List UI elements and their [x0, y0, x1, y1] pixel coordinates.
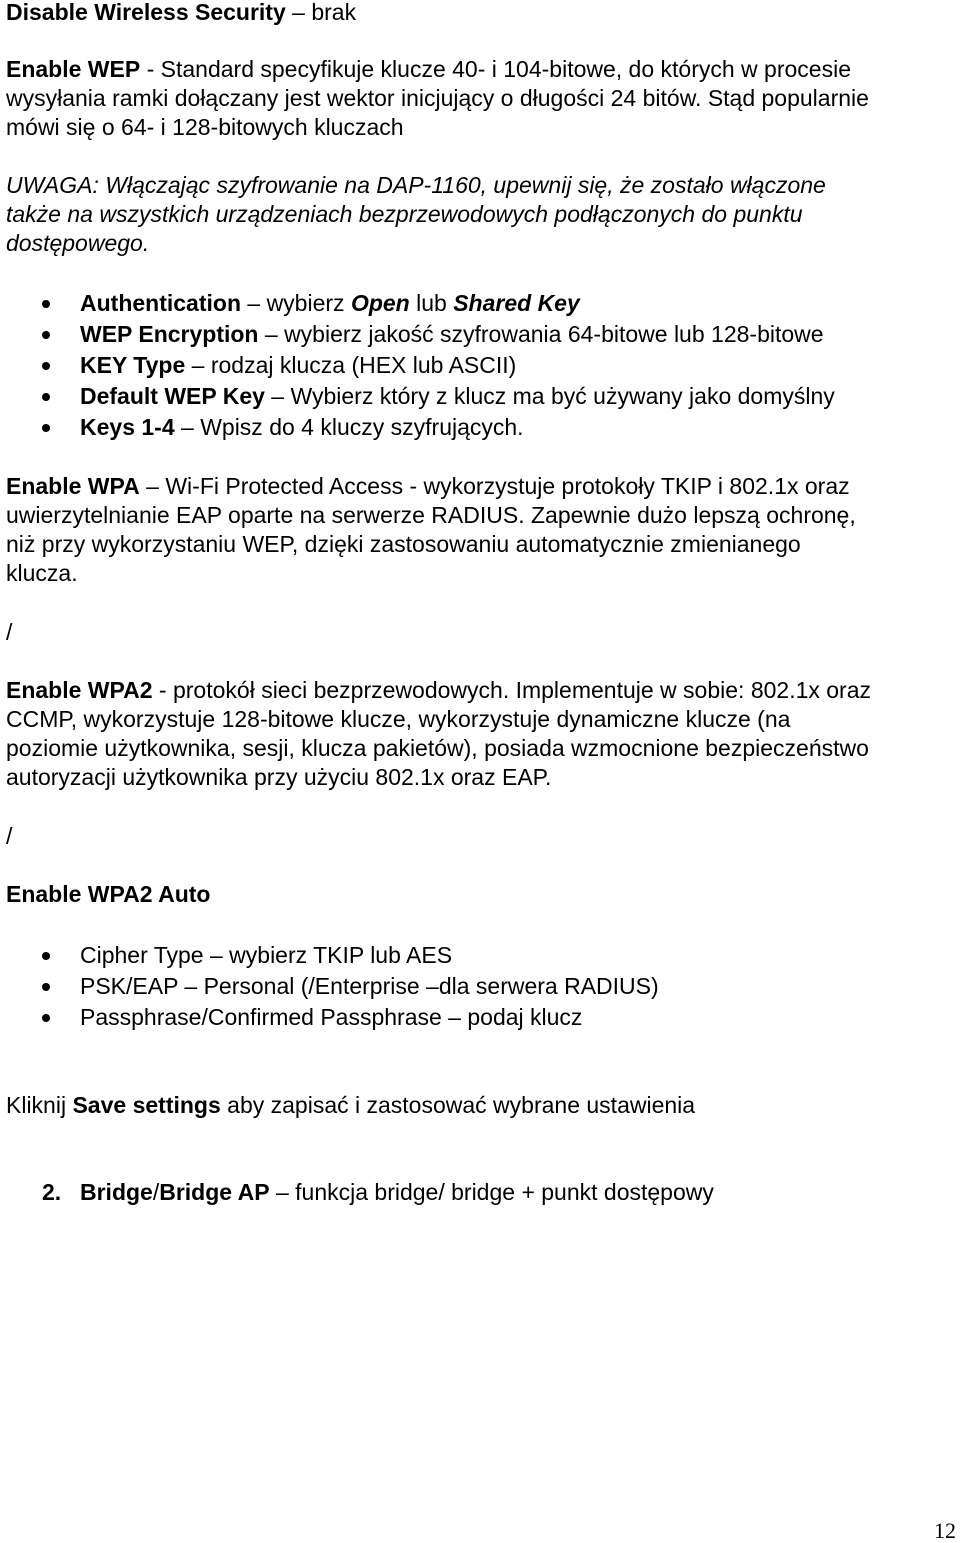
wpa-line-1: [6, 472, 850, 500]
type-desc: – rodzaj klucza (HEX lub ASCII): [185, 352, 517, 378]
save-pre: Kliknij: [6, 1092, 73, 1118]
bridge-label: Bridge: [80, 1179, 153, 1205]
wep-label: Enable WEP: [6, 56, 141, 82]
auth-shared: Shared Key: [453, 290, 580, 316]
wpa-line-2: uwierzytelnianie EAP oparte na serwerze RADIUS. Zapewnie dużo lepszą ochronę,: [6, 502, 856, 528]
disable-security-label: Disable Wireless Security: [6, 0, 286, 25]
bridge-ap-label: Bridge AP: [159, 1179, 270, 1205]
default-desc: – Wybierz który z klucz ma być używany jako domyślny: [264, 383, 835, 409]
save-post: aby zapisać i zastosować wybrane ustawienia: [220, 1092, 696, 1118]
wep-line-2: wysyłania ramki dołączany jest wektor inicjujący o długości 24 bitów. Stąd popularnie: [6, 85, 869, 111]
auth-label: Authentication: [80, 290, 241, 316]
wpa-label: Enable WPA: [6, 473, 140, 499]
bridge-desc: – funkcja bridge/ bridge + punkt dostępowy: [269, 1179, 714, 1205]
wep-text-1: - Standard specyfikuje klucze 40- i 104-bitowe, do których w procesie: [140, 56, 851, 82]
bullet-icon: [42, 393, 50, 401]
keys-desc: – Wpisz do 4 kluczy szyfrujących.: [174, 414, 524, 440]
psk-eap-text: PSK/EAP – Personal (/Enterprise –dla serwera RADIUS): [80, 973, 659, 999]
save-settings-line: [6, 1091, 695, 1119]
auth-mid: – wybierz: [241, 290, 351, 316]
type-label: KEY Type: [80, 352, 186, 378]
wpa2-line-1: [6, 676, 871, 704]
bullet-icon: [42, 362, 50, 370]
wpa2-auto-heading: Enable WPA2 Auto: [6, 881, 211, 907]
enc-desc: – wybierz jakość szyfrowania 64-bitowe lub 128-bitowe: [258, 321, 824, 347]
bridge-sep: /: [152, 1179, 160, 1205]
passphrase-text: Passphrase/Confirmed Passphrase – podaj klucz: [80, 1004, 583, 1030]
warning-line-3: dostępowego.: [6, 230, 150, 256]
disable-security-line: [6, 0, 356, 26]
cipher-type-text: Cipher Type – wybierz TKIP lub AES: [80, 942, 453, 968]
wep-line-1: [6, 55, 851, 83]
bullet-icon: [42, 952, 50, 960]
wpa-line-3: niż przy wykorzystaniu WEP, dzięki zastosowaniu automatycznie zmienianego: [6, 531, 801, 557]
wpa2-line-3: poziomie użytkownika, sesji, klucza pakietów), posiada wzmocnione bezpieczeństwo: [6, 735, 869, 761]
bullet-icon: [42, 300, 50, 308]
disable-sep: –: [285, 0, 312, 25]
save-settings-label: Save settings: [72, 1092, 221, 1118]
keys-label: Keys 1-4: [80, 414, 175, 440]
warning-line-2: także na wszystkich urządzeniach bezprzewodowych podłączonych do punktu: [6, 201, 803, 227]
bullet-icon: [42, 1014, 50, 1022]
wpa2-line-2: CCMP, wykorzystuje 128-bitowe klucze, wykorzystuje dynamiczne klucze (na: [6, 706, 791, 732]
bullet-icon: [42, 983, 50, 991]
enc-label: WEP Encryption: [80, 321, 259, 347]
bullet-icon: [42, 424, 50, 432]
wpa-line-4: klucza.: [6, 560, 78, 586]
warning-line-1: UWAGA: Włączając szyfrowanie na DAP-1160, upewnij się, że zostało włączone: [6, 172, 826, 198]
bullet-icon: [42, 331, 50, 339]
page-number: 12: [934, 1518, 956, 1543]
wpa-text-1: – Wi-Fi Protected Access - wykorzystuje protokoły TKIP i 802.1x oraz: [139, 473, 850, 499]
auth-lub: lub: [409, 290, 454, 316]
wep-line-3: mówi się o 64- i 128-bitowych kluczach: [6, 114, 404, 140]
wpa2-text-1: - protokół sieci bezprzewodowych. Implementuje w sobie: 802.1x oraz: [152, 677, 872, 703]
auth-open: Open: [350, 290, 410, 316]
disable-desc: brak: [311, 0, 357, 25]
section-number: 2.: [42, 1179, 62, 1205]
wpa2-line-4: autoryzacji użytkownika przy użyciu 802.1x oraz EAP.: [6, 764, 552, 790]
separator-slash-2: /: [6, 823, 13, 849]
default-label: Default WEP Key: [80, 383, 265, 409]
wpa2-label: Enable WPA2: [6, 677, 153, 703]
separator-slash-1: /: [6, 619, 13, 645]
